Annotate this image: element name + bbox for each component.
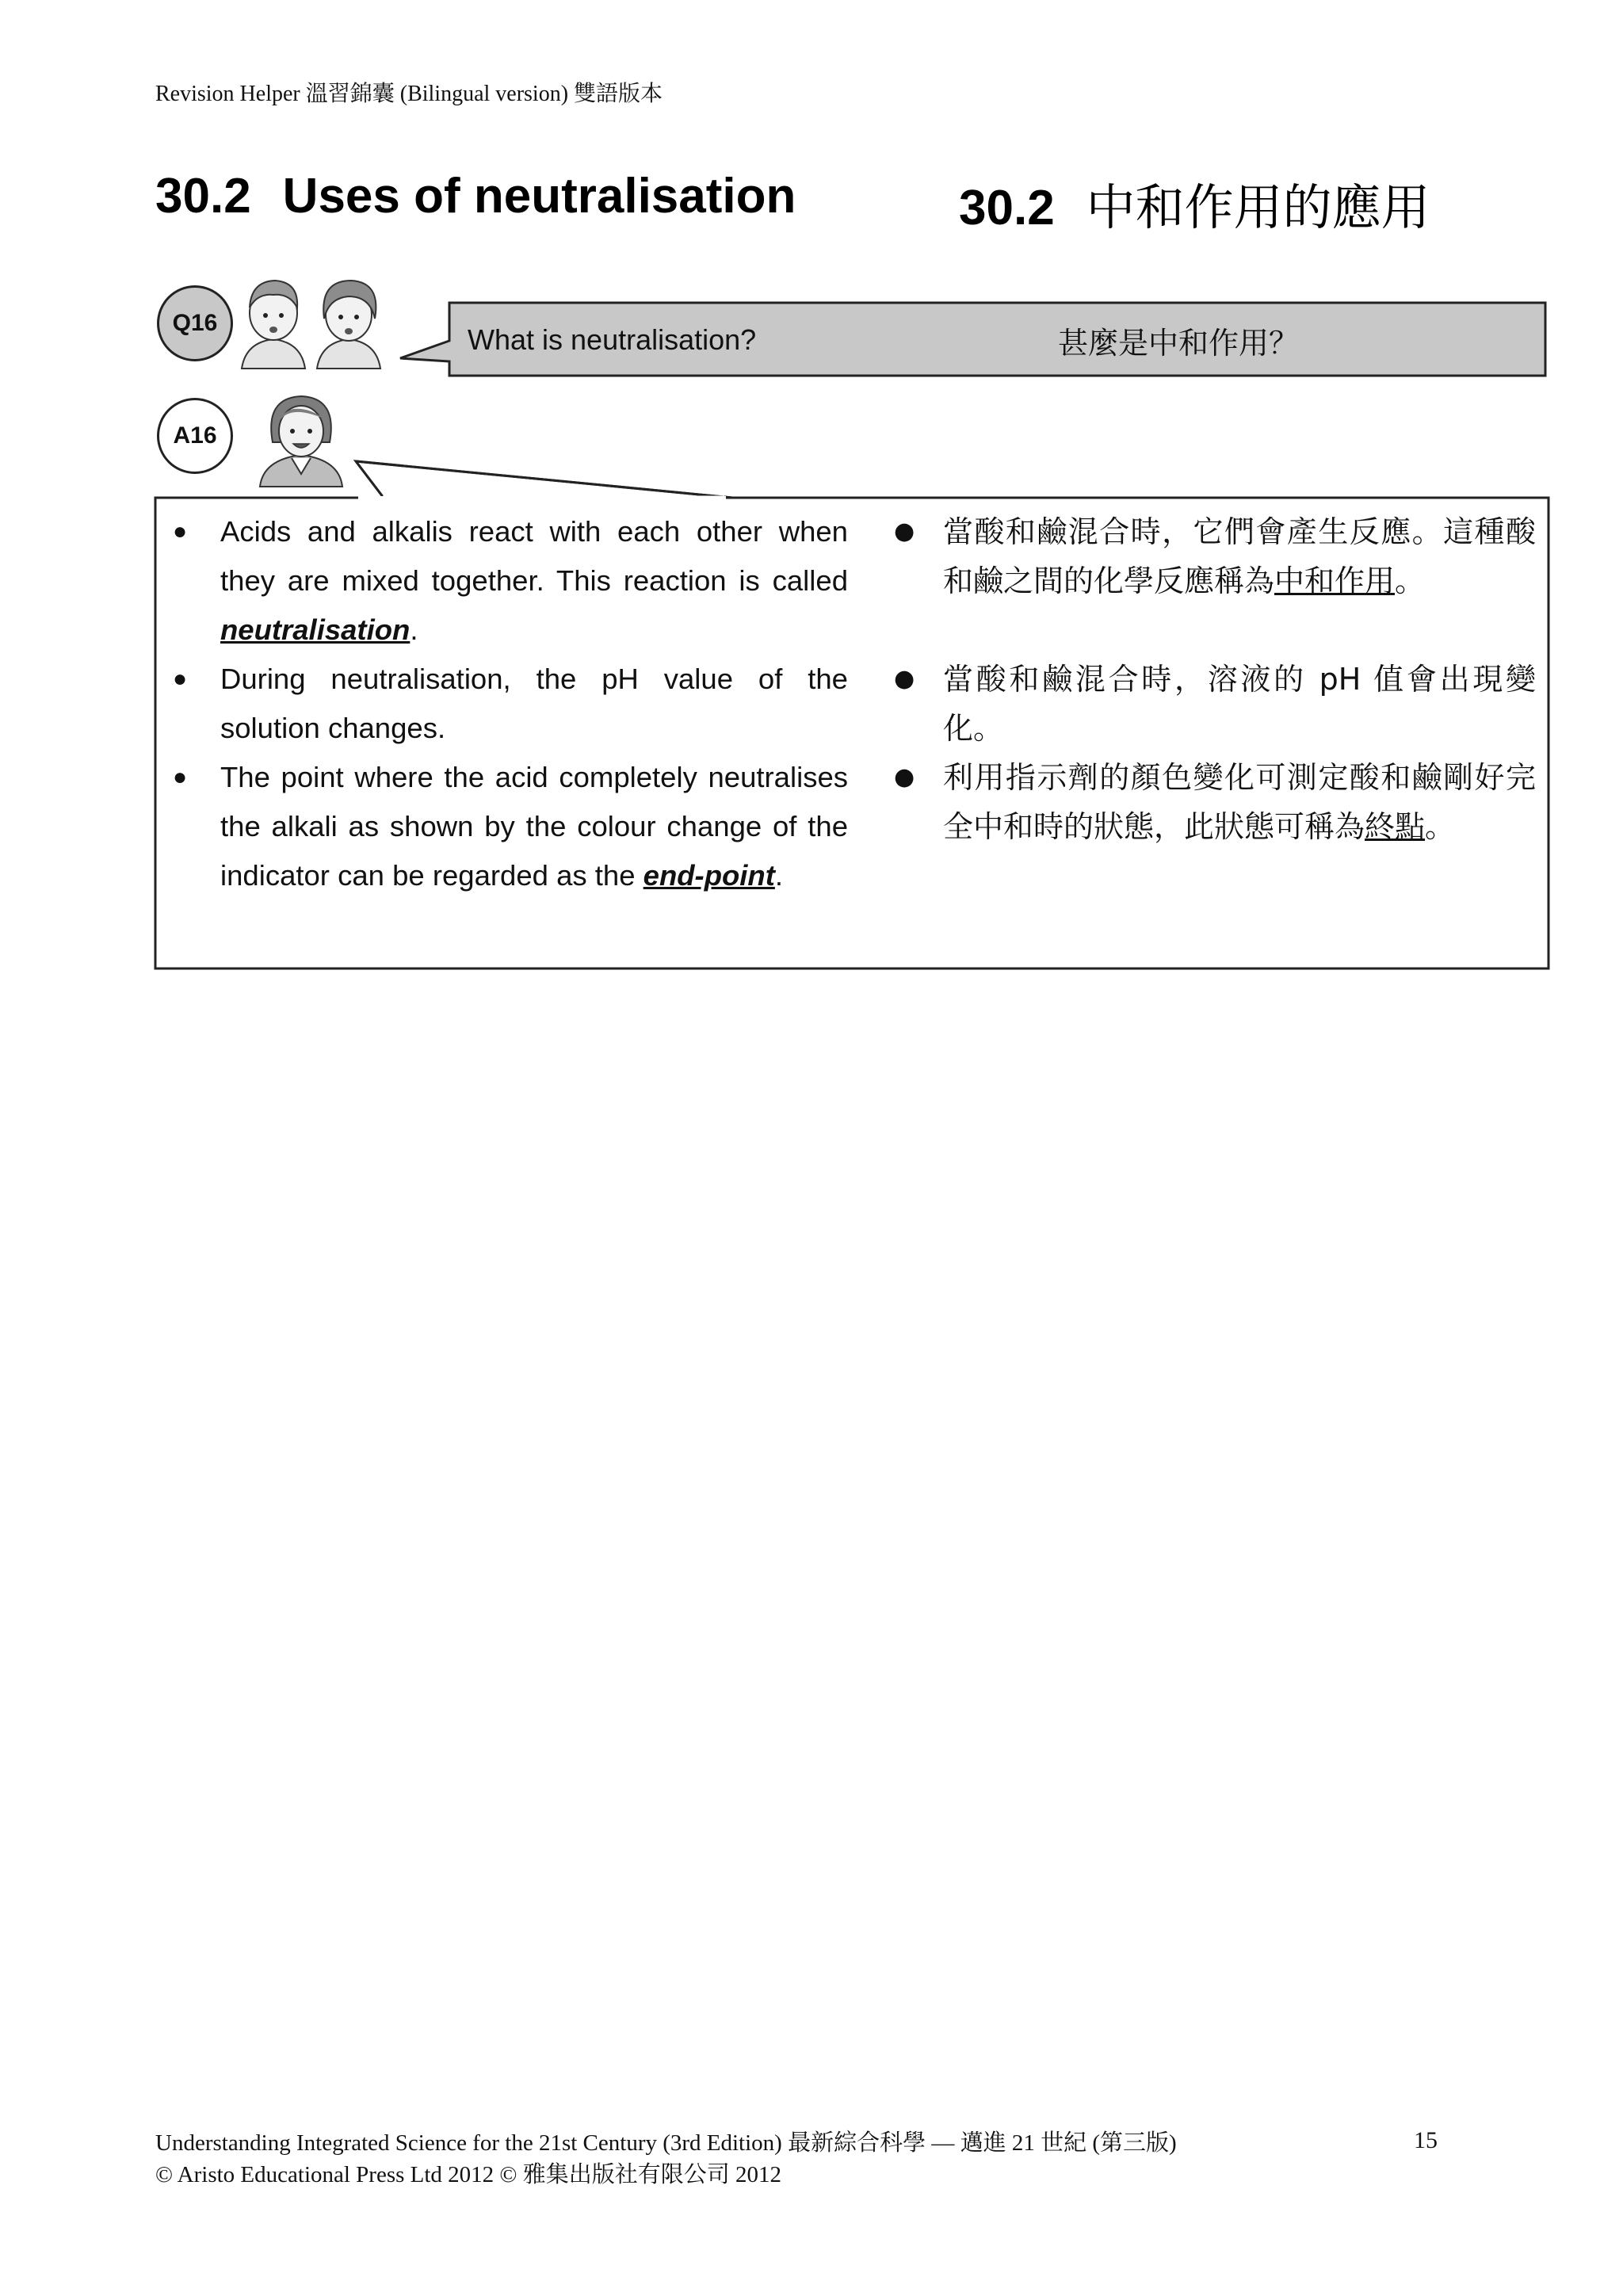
bullet-icon: ● (173, 666, 188, 692)
key-term-end-point-zh: 終點 (1365, 809, 1426, 844)
question-text-zh: 甚麼是中和作用？ (1058, 325, 1300, 361)
answer-point-en-2-text: During neutralisation, the pH value of the solution changes. (220, 663, 848, 744)
bullet-icon: ● (894, 665, 915, 693)
question-text-en: What is neutralisation? (468, 323, 757, 356)
section-title-zh (959, 168, 1430, 239)
answer-point-zh-1 (894, 507, 1536, 606)
footer-book-title: Understanding Integrated Science for the 21st Century (3rd Edition) 最新綜合科學 — 邁進 21 世紀 (第三版) (155, 2130, 1177, 2156)
section-title-en (155, 168, 796, 224)
section-number: 30.2 (155, 169, 251, 223)
section-title-en-text: Uses of neutralisation (282, 169, 796, 223)
answer-point-en-3 (173, 753, 848, 900)
bullet-icon: ● (894, 763, 915, 791)
punctuation: . (774, 859, 784, 892)
answer-point-en-1 (173, 507, 848, 655)
key-term-neutralisation: neutralisation (220, 613, 411, 646)
answer-column-zh (894, 507, 1536, 851)
answer-column-en (173, 507, 848, 900)
page-number: 15 (1414, 2127, 1438, 2153)
question-label: Q16 (157, 285, 233, 361)
punctuation: 。 (1395, 563, 1426, 598)
bullet-icon: ● (173, 764, 188, 790)
answer-point-zh-2 (894, 655, 1536, 753)
answer-label: A16 (157, 398, 233, 474)
answer-point-zh-3-text: 利用指示劑的顏色變化可測定酸和鹼剛好完全中和時的狀態，此狀態可稱為 (943, 760, 1536, 844)
answer-point-zh-1-text: 當酸和鹼混合時，它們會產生反應。這種酸和鹼之間的化學反應稱為 (943, 514, 1536, 598)
punctuation: . (410, 613, 418, 646)
spacer (894, 606, 1536, 655)
punctuation: 。 (1425, 809, 1456, 844)
footer-copyright: © Aristo Educational Press Ltd 2012 © 雅集出版社有限公司 2012 (155, 2162, 781, 2187)
page-footer (155, 2127, 1177, 2191)
section-title-zh-text: 中和作用的應用 (1086, 181, 1430, 235)
answer-point-zh-3 (894, 753, 1536, 851)
answer-point-en-2 (173, 655, 848, 753)
two-students-illustration (234, 269, 392, 372)
running-header: Revision Helper 溫習錦囊 (Bilingual version) 雙語版本 (155, 82, 663, 106)
key-term-end-point: end-point (643, 859, 775, 892)
bullet-icon: ● (173, 518, 188, 544)
answer-point-zh-2-text: 當酸和鹼混合時，溶液的 pH 值會出現變化。 (943, 662, 1536, 746)
bullet-icon: ● (894, 518, 915, 545)
key-term-neutralisation-zh: 中和作用 (1274, 563, 1396, 598)
section-number-zh: 30.2 (959, 181, 1055, 235)
answer-point-en-3-text: The point where the acid completely neutralises the alkali as shown by the colour change of the indicator can be regarded as the (220, 761, 848, 892)
answer-point-en-1-text: Acids and alkalis react with each other when they are mixed together. This reaction is called (220, 515, 848, 597)
